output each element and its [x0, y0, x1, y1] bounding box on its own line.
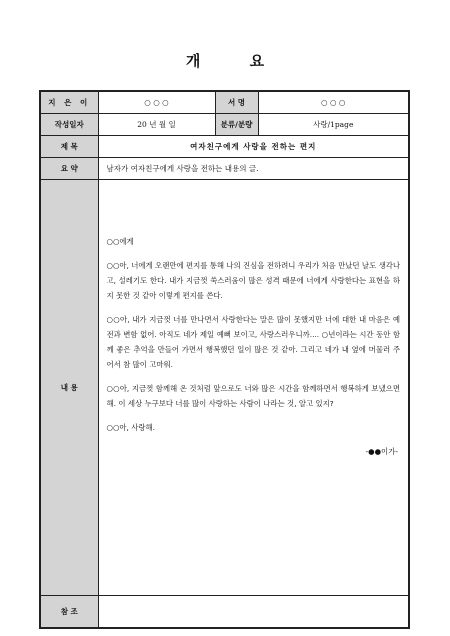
reference-row: [40, 596, 409, 629]
letter-paragraph-3: ○○아, 지금껏 함께해 온 것처럼 앞으로도 너와 많은 시간을 함께하면서 행복하게 보냈으면 해. 이 세상 누구보다 너를 많이 사랑하는 사람이 나라는 것, 알고 있지?: [106, 384, 400, 408]
summary-row: [40, 158, 409, 180]
letter-paragraph-2: ○○아, 내가 지금껏 너를 만나면서 사랑한다는 말은 많이 못했지만 너에 대한 내 마음은 예전과 변함 없어. 아직도 네가 제일 예뻐 보이고, 사랑스러우니까.... ○년이라는 시간 동안 함께 좋은 추억을 만들어 가면서 행복했던 일이 많은 것 같아. 그리고 네가 내 옆에 머물러 주어서 참 많이 고마워.: [106, 315, 400, 369]
date-label: 작성일자: [40, 114, 98, 136]
category-label: 분류/분량: [215, 114, 258, 136]
letter-paragraph-1: ○○아, 너에게 오랜만에 편지를 통해 나의 진심을 전하려니 우리가 처음 만났던 날도 생각나고, 설레기도 한다. 내가 지금껏 쑥스러움이 많은 성격 때문에 너에게 사랑한다는 표현을 하지 못한 것 같아 이렇게 편지를 쓴다.: [106, 261, 400, 300]
subject-value[interactable]: 여자친구에게 사랑을 전하는 편지: [98, 136, 409, 158]
summary-form: [39, 90, 410, 629]
category-value[interactable]: 사랑/1page: [258, 114, 409, 136]
letter-signoff: -●●이가-: [365, 447, 398, 456]
sign-label: 서 명: [215, 91, 258, 114]
content-label: 내 용: [40, 180, 98, 596]
date-row: [40, 114, 409, 136]
summary-label: 요 약: [40, 158, 98, 180]
author-value[interactable]: ○ ○ ○: [98, 91, 215, 114]
author-label: 지 은 이: [40, 91, 98, 114]
sign-value[interactable]: ○ ○ ○: [258, 91, 409, 114]
content-row: [40, 180, 409, 596]
letter-greeting: ○○에게: [106, 237, 134, 246]
summary-value[interactable]: 남자가 여자친구에게 사랑을 전하는 내용의 글.: [98, 158, 409, 180]
date-value[interactable]: 20 년 월 일: [98, 114, 215, 136]
subject-label: 제 목: [40, 136, 98, 158]
letter-body[interactable]: [98, 180, 409, 596]
subject-row: [40, 136, 409, 158]
author-row: [40, 91, 409, 114]
letter-paragraph-4: ○○아, 사랑해.: [106, 423, 156, 432]
reference-value[interactable]: [98, 596, 409, 629]
reference-label: 참 조: [40, 596, 98, 629]
page-title: 개 요: [185, 52, 287, 70]
